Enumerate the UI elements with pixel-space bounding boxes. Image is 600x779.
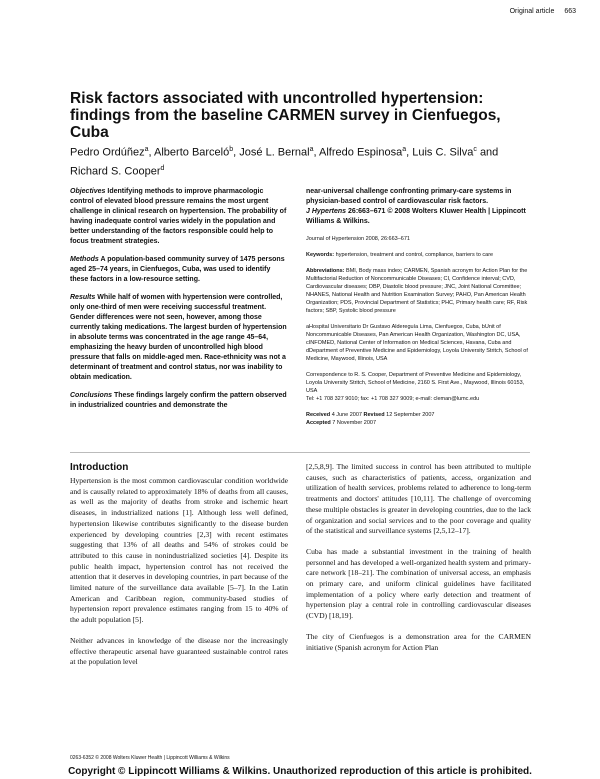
results-text: While half of women with hypertension were controlled, only one-third of men were receiving successful treatment. Gender differences were not seen, however, among those currently taking medications. The largest burden of hypertension in absolute terms was concentrated in the age range 45–64, emphasizing the heavy burden of uncontrolled high blood pressure that falls on middle-aged men. Race-ethnicity was not a determinant of treatment and control status, nor was inability to obtain medication. — [70, 294, 287, 381]
abstract-objectives — [70, 187, 288, 247]
divider — [70, 452, 530, 453]
body-paragraph: [2,5,8,9]. The limited success in control has been attributed to multiple causes, such as characteristics of patients, access, organization and utilization of health services, problems related to adherence to long-term treatments and doctors' attitudes [10,11]. The challenge of overcoming these multiple obstacles is greater in developing countries, due to the lack of organization and social services and to the poor coverage and quality of the statistical and surveillance systems [2,5,12–17]. — [306, 462, 531, 536]
author-affiliation: b — [229, 146, 234, 153]
abstract-conclusions — [70, 391, 288, 411]
results-head: Results — [70, 294, 96, 301]
abstract-left — [70, 187, 288, 419]
conclusions-head: Conclusions — [70, 392, 113, 399]
received-date: 4 June 2007 — [331, 412, 362, 418]
author-affiliation: a — [309, 146, 314, 153]
author: Pedro Ordúñez — [70, 146, 145, 159]
abbreviations-text: BMI, Body mass index; CARMEN, Spanish acronym for Action Plan for the Multifactorial Reduction of Noncommunicable Diseases; CI, Confidence interval; CVD, Cardiovascular diseases; DBP, Diastolic blood pressure; JNC, Joint National Committee; NHANES, National Health and Nutrition Examination Survey; PAHO, Pan American Health Organization; PDS, Provincial Department of Statistics; PHC, Primary health care; RF, Risk factors; SBP, Systolic blood pressure — [306, 268, 528, 314]
revised-label: Revised — [363, 412, 385, 418]
section-label: Original article — [509, 8, 555, 15]
abbreviations — [306, 267, 531, 315]
received-label: Received — [306, 412, 331, 418]
continuation-text: near-universal challenge confronting primary-care systems in physician-based control of cardiovascular risk factors. — [306, 188, 512, 205]
author: José L. Bernal — [239, 146, 310, 159]
objectives-head: Objectives — [70, 188, 106, 195]
author-affiliation: a — [402, 146, 407, 153]
author-affiliation: d — [160, 164, 165, 172]
contact-info: Tel: +1 708 327 9010; fax: +1 708 327 9009; e-mail: cleman@lumc.edu — [306, 396, 480, 402]
body-paragraph: Hypertension is the most common cardiovascular condition worldwide and is causally related to approximately 18% of deaths from all causes, as well as the majority of deaths from stroke and ischemic heart diseases, in industrialized nations [1]. Although less well defined, hypertension likewise contributes significantly to the disease burden experienced by developing countries [2,3] with recent estimates suggesting that 13% of all deaths and 54% of strokes could be attributed to this cause in nonindustrialized societies [4]. Despite its public health impact, hypertension control has not received the attention that it deserves in developing countries, in part because of the limited nature of the surveillance data available [5–7]. In the Latin American and Caribbean region, community-based studies of hypertension report prevalence estimates ranging from 15 to 40% of the adult population [5]. — [70, 476, 288, 625]
objectives-text: Identifying methods to improve pharmacologic control of elevated blood pressure remains the most urgent challenge in clinical research on hypertension. The probability of having inadequate control varies widely in the population and better understanding of the factors responsible could help to focus treatment strategies. — [70, 188, 287, 245]
footer-issn: 0263-6352 © 2008 Wolters Kluwer Health | Lippincott Williams & Wilkins — [70, 755, 230, 761]
correspondence — [306, 371, 531, 403]
abstract-methods — [70, 255, 288, 285]
body-column-left — [70, 476, 288, 678]
copyright-notice: Copyright © Lippincott Williams & Wilkins. Unauthorized reproduction of this article is prohibited. — [68, 766, 532, 777]
body-paragraph: Neither advances in knowledge of the disease nor the increasingly effective therapeutic arsenal have guaranteed sustainable control rates at the population level — [70, 635, 288, 667]
methods-head: Methods — [70, 256, 99, 263]
abbreviations-label: Abbreviations: — [306, 268, 345, 274]
article-title: Risk factors associated with uncontrolled hypertension: findings from the baseline CARMEN survey in Cienfuegos, Cuba — [70, 90, 501, 141]
author-affiliation: c — [473, 146, 477, 153]
body-paragraph: The city of Cienfuegos is a demonstration area for the CARMEN initiative (Spanish acronym for Action Plan — [306, 631, 531, 652]
author-affiliation: a — [144, 146, 149, 153]
citation-journal: J Hypertens — [306, 208, 347, 215]
journal-reference: Journal of Hypertension 2008, 26:663–671 — [306, 236, 410, 242]
author: Alfredo Espinosa — [319, 146, 403, 159]
accepted-date: 7 November 2007 — [332, 420, 377, 426]
abstract-right — [306, 187, 531, 435]
page-number: 663 — [564, 8, 576, 15]
revised-date: 12 September 2007 — [386, 412, 435, 418]
methods-text: A population-based community survey of 1475 persons aged 25–74 years, in Cienfuegos, Cuba, was used to identify these factors in a low-resource setting. — [70, 256, 285, 283]
correspondence-text: Correspondence to R. S. Cooper, Department of Preventive Medicine and Epidemiology, Loyola University Stritch, School of Medicine, 2160 S. First Ave., Maywood, Illinois 60153, USA — [306, 372, 525, 394]
keywords-text: hypertension, treatment and control, compliance, barriers to care — [335, 252, 494, 258]
conclusions-text: These findings largely confirm the pattern observed in industrialized countries and demonstrate the — [70, 392, 287, 409]
abstract-results — [70, 293, 288, 383]
body-column-right — [306, 462, 531, 663]
authors-and: and — [479, 146, 499, 159]
affiliations: aHospital Universitario Dr Gustavo Aldereguía Lima, Cienfuegos, Cuba, bUnit of Noncommunicable Diseases, Pan American Health Organization, Washington DC, USA, cINFOMED, National Center of Information on Medical Sciences, Havana, Cuba and dDepartment of Preventive Medicine and Epidemiology, Loyola University Stritch, School of Medicine, Maywood, Illinois, USA — [306, 324, 528, 362]
running-header — [502, 8, 576, 15]
author: Alberto Barceló — [154, 146, 230, 159]
history-dates — [306, 411, 531, 427]
citation-rest: 26:663–671 © 2008 Wolters Kluwer Health | Lippincott Williams & Wilkins. — [306, 208, 526, 225]
author: Luis C. Silva — [412, 146, 474, 159]
body-paragraph: Cuba has made a substantial investment in the training of health personnel and has developed a well-organized health system and primary-care network [18–21]. The combination of universal access, an emphasis on primary care, and uniform clinical guidelines have facilitated implementation of a policy where early detection and treatment of hypertension play a central role in controlling cardiovascular diseases (CVD) [18,19]. — [306, 546, 531, 621]
abstract-continuation — [306, 187, 531, 227]
keywords — [306, 251, 531, 259]
author: Richard S. Cooper — [70, 165, 161, 178]
section-heading: Introduction — [70, 462, 129, 473]
accepted-label: Accepted — [306, 420, 331, 426]
author-list: Pedro Ordúñez$^a$, Alberto Barceló$^b$, José L. Bernal$^a$, Alfredo Espinosa$^a$, Luis C. Silva$^c$ and Richard S. Cooper$^d$ — [70, 146, 499, 178]
keywords-label: Keywords: — [306, 252, 335, 258]
